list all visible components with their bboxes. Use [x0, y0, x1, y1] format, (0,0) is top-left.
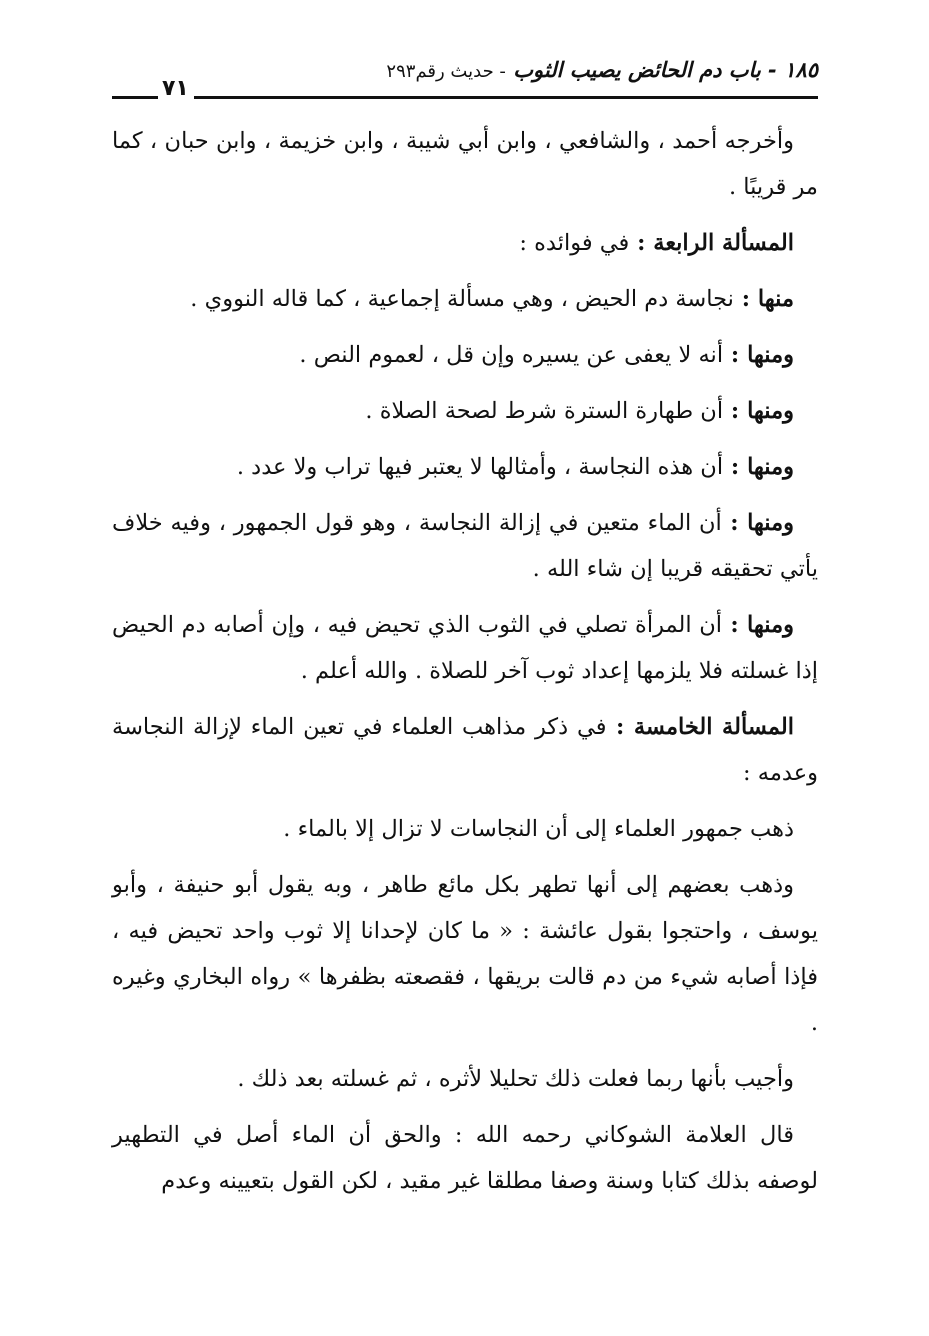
point-label: ومنها [747, 398, 794, 424]
paragraph-text: أن طهارة السترة شرط لصحة الصلاة . [365, 398, 724, 424]
paragraph-text: وأخرجه أحمد ، والشافعي ، وابن أبي شيبة ، وابن خزيمة ، وابن حبان ، كما مر قريبًا . [112, 128, 818, 200]
paragraph-text: نجاسة دم الحيض ، وهي مسألة إجماعية ، كما قاله النووي . [190, 286, 734, 312]
point-label: ومنها [747, 510, 794, 536]
page-body [112, 118, 818, 1214]
paragraph: منها : نجاسة دم الحيض ، وهي مسألة إجماعية ، كما قاله النووي . [190, 286, 794, 312]
chapter-title [386, 58, 818, 82]
paragraph: ومنها : أن المرأة تصلي في الثوب الذي تحيض فيه ، وإن أصابه دم الحيض إذا غسلته فلا يلزمها إعداد ثوب آخر للصلاة . والله أعلم . [112, 612, 818, 684]
paragraph-text: في ذكر مذاهب العلماء في تعين الماء لإزالة النجاسة وعدمه : [112, 714, 818, 786]
paragraph [112, 862, 818, 1046]
paragraph-text: أن المرأة تصلي في الثوب الذي تحيض فيه ، وإن أصابه دم الحيض إذا غسلته فلا يلزمها إعداد ثوب آخر للصلاة . والله أعلم . [112, 612, 818, 684]
paragraph: المسألة الخامسة : في ذكر مذاهب العلماء في تعين الماء لإزالة النجاسة وعدمه : [112, 714, 818, 786]
paragraph [112, 1056, 818, 1102]
paragraph: ومنها : أن هذه النجاسة ، وأمثالها لا يعتبر فيها تراب ولا عدد . [236, 454, 794, 480]
paragraph-text: وذهب بعضهم إلى أنها تطهر بكل مائع طاهر ، وبه يقول أبو حنيفة ، وأبو يوسف ، واحتجوا بقول عائشة : « ما كان لإحدانا إلا ثوب واحد تحيض فيه ، فإذا أصابه شيء من دم قالت بريقها ، فقصعته بظفرها » رواه البخاري وغيره . [112, 872, 818, 1036]
section-heading: المسألة الرابعة [653, 230, 794, 256]
paragraph: ومنها : أنه لا يعفى عن يسيره وإن قل ، لعموم النص . [299, 342, 794, 368]
paragraph [112, 118, 818, 210]
paragraph [112, 806, 818, 852]
header-rule [194, 96, 818, 99]
point-label: ومنها [747, 454, 794, 480]
point-label: منها [757, 286, 794, 312]
paragraph-text: أنه لا يعفى عن يسيره وإن قل ، لعموم النص . [299, 342, 724, 368]
point-label: ومنها [747, 612, 794, 638]
header-rule-short [112, 96, 158, 99]
section-heading: المسألة الخامسة [633, 714, 795, 740]
paragraph-text: في فوائده : [519, 230, 630, 256]
page-header [112, 58, 818, 108]
page-number: ٧١ [162, 76, 189, 101]
paragraph-text: ذهب جمهور العلماء إلى أن النجاسات لا تزال إلا بالماء . [283, 816, 794, 842]
paragraph: المسألة الرابعة : في فوائده : [519, 230, 794, 256]
paragraph: ومنها : أن طهارة السترة شرط لصحة الصلاة . [365, 398, 794, 424]
paragraph-text: قال العلامة الشوكاني رحمه الله : والحق أن الماء أصل في التطهير لوصفه بذلك كتابا وسنة وصفا مطلقا غير مقيد ، لكن القول بتعيينه وعدم [112, 1122, 818, 1194]
paragraph-text: وأجيب بأنها ربما فعلت ذلك تحليلا لأثره ، ثم غسلته بعد ذلك . [237, 1066, 794, 1092]
paragraph-text: أن هذه النجاسة ، وأمثالها لا يعتبر فيها تراب ولا عدد . [236, 454, 724, 480]
paragraph-text: أن الماء متعين في إزالة النجاسة ، وهو قول الجمهور ، وفيه خلاف يأتي تحقيقه قريبا إن شاء الله . [112, 510, 818, 582]
paragraph: ومنها : أن الماء متعين في إزالة النجاسة ، وهو قول الجمهور ، وفيه خلاف يأتي تحقيقه قريبا إن شاء الله . [112, 510, 818, 582]
paragraph [112, 1112, 818, 1204]
point-label: ومنها [747, 342, 794, 368]
chapter-heading: ١٨٥ - باب دم الحائض يصيب الثوب [513, 58, 818, 82]
hadith-reference: - حديث رقم٢٩٣ [386, 61, 506, 82]
